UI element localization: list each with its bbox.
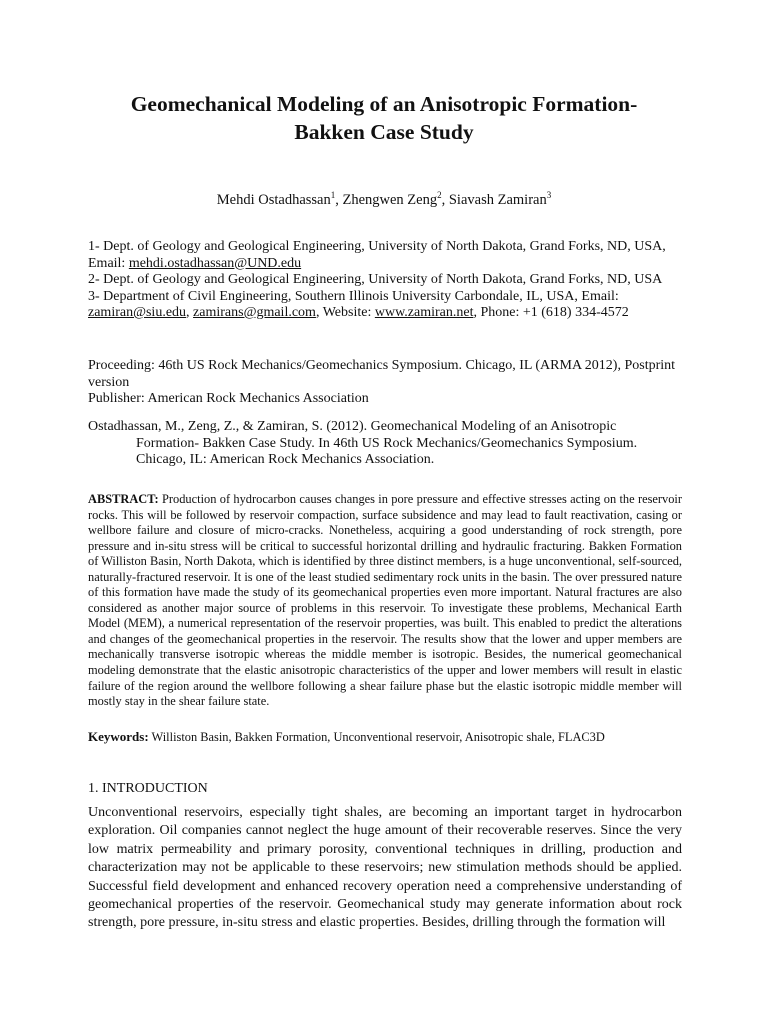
- keywords: [88, 729, 688, 745]
- publisher-text: Publisher: American Rock Mechanics Association: [88, 391, 369, 406]
- keywords-text: Williston Basin, Bakken Formation, Unconventional reservoir, Anisotropic shale, FLAC3D: [148, 730, 605, 744]
- citation-line-2: Formation- Bakken Case Study. In 46th US Rock Mechanics/Geomechanics Symposium.: [136, 435, 638, 451]
- website-link[interactable]: www.zamiran.net: [374, 305, 474, 320]
- affiliation-1-email-line: [88, 256, 688, 273]
- author-affiliation-mark: 1: [330, 190, 336, 201]
- author-affiliation-mark: 3: [546, 190, 552, 201]
- paper-title-line-1: Geomechanical Modeling of an Anisotropic Formation-: [130, 92, 638, 116]
- affiliation-1: 1- Dept. of Geology and Geological Engineering, University of North Dakota, Grand Forks, ND, USA,: [88, 239, 666, 254]
- paper-title: [60, 90, 708, 146]
- citation-line-3: Chicago, IL: American Rock Mechanics Association.: [136, 452, 435, 467]
- author-name: Zhengwen Zeng: [342, 192, 438, 208]
- citation-line-1: Ostadhassan, M., Zeng, Z., & Zamiran, S. (2012). Geomechanical Modeling of an Anisotropic: [88, 419, 617, 434]
- abstract-label: ABSTRACT:: [88, 492, 159, 506]
- affiliation-3: 3- Department of Civil Engineering, Southern Illinois University Carbondale, IL, USA, Email:: [88, 288, 619, 304]
- author-affiliation-mark: 2: [437, 190, 442, 201]
- phone-text: , Phone: +1 (618) 334-4572: [473, 305, 629, 320]
- section-heading-introduction: 1. INTRODUCTION: [88, 781, 208, 796]
- affiliation-3-contact-line: [88, 305, 688, 322]
- email-link[interactable]: mehdi.ostadhassan@UND.edu: [128, 255, 302, 271]
- keywords-label: Keywords:: [88, 729, 149, 744]
- email-link[interactable]: zamirans@gmail.com: [193, 305, 316, 320]
- email-link[interactable]: zamiran@siu.edu: [88, 305, 187, 320]
- contact-separator: , Website:: [315, 305, 375, 320]
- abstract-text: Production of hydrocarbon causes changes in pore pressure and effective stresses acting on the reservoir rocks. This will be followed by reservoir compaction, surface subsidence and may lead to fault reactivation, casing or wellbore failure and closure of micro-cracks. Nonetheless, acquiring a good understanding of rock strength, pore pressure and in-situ stress will be critical to successful horizontal drilling and hydraulic fracturing. Bakken Formation of Williston Basin, North Dakota, which is identified by three distinct members, is a huge unconventional, self-sourced, naturally-fractured reservoir. It is one of the least studied sedimentary rock units in the basin. The over pressured nature of this formation have made the study of its geomechanical properties even more important. Natural fractures are also considered as another major source of problems in this reservoir. To investigate these problems, Mechanical Earth Model (MEM), a numerical representation of the reservoir properties, was built. This enabled to predict the alterations and changes of the geomechanical properties in the reservoir. The results show that the lower and upper members are mechanically transverse isotropic whereas the middle member is isotropic. Besides, the numerical geomechanical modeling demonstrate that the elastic anisotropic characteristics of the upper and lower members will result in elastic failure of the region around the wellbore following a shear failure phase but the elastic isotropic middle member will mostly stay in the shear failure state.: [88, 492, 682, 709]
- proceeding-text: Proceeding: 46th US Rock Mechanics/Geomechanics Symposium. Chicago, IL (ARMA 2012), Postprint version: [88, 358, 676, 390]
- author-separator: ,: [441, 192, 449, 208]
- author-name: Siavash Zamiran: [448, 192, 547, 208]
- citation: [88, 419, 688, 469]
- affiliations: [88, 239, 688, 322]
- email-label: Email:: [88, 255, 129, 271]
- paper-title-line-2: Bakken Case Study: [294, 120, 474, 144]
- author-separator: ,: [335, 192, 343, 208]
- abstract: [88, 492, 682, 710]
- author-name: Mehdi Ostadhassan: [216, 192, 331, 208]
- affiliation-2: 2- Dept. of Geology and Geological Engineering, University of North Dakota, Grand Forks, ND, USA: [88, 272, 663, 287]
- publication-info: [88, 358, 688, 408]
- introduction-paragraph: Unconventional reservoirs, especially tight shales, are becoming an important target in hydrocarbon exploration. Oil companies cannot neglect the huge amount of their recoverable reserves. Since the very low matrix permeability and primary porosity, conventional techniques in drilling, production and characterization may not be applicable to these reservoirs; new stimulation methods should be applied. Successful field development and enhanced recovery operation need a comprehensive understanding of geomechanical properties of the reservoir. Geomechanical study may generate information about rock strength, pore pressure, in-situ stress and elastic properties. Besides, drilling through the formation will: [88, 805, 682, 931]
- author-list: [60, 190, 708, 210]
- contact-separator: ,: [186, 305, 194, 320]
